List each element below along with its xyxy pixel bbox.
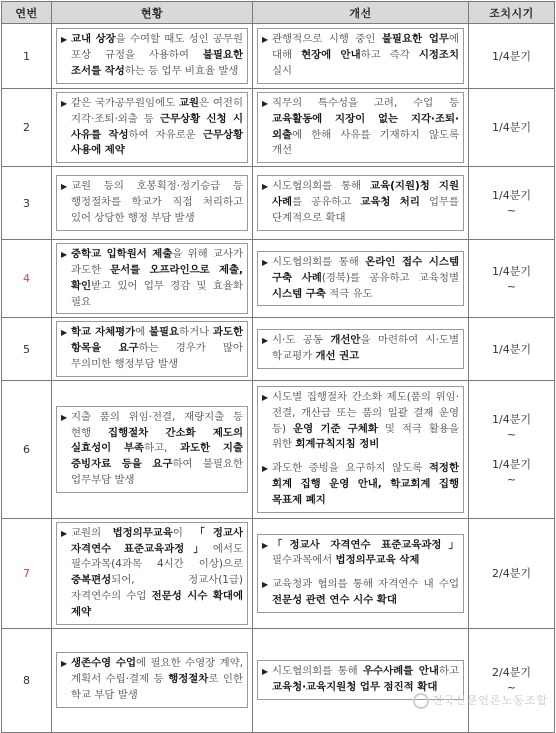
bold-text: 현장에 안내 <box>301 49 361 62</box>
plain-text: 하는 경우가 많아 무의미한 행정부담 발생 <box>71 342 243 370</box>
watermark <box>413 692 548 709</box>
status-bullet-text <box>61 179 243 226</box>
triangle-bullet-icon: ▶ <box>61 659 68 669</box>
table-row <box>2 380 555 518</box>
row-number: 7 <box>2 518 52 628</box>
timing-cell <box>469 518 555 628</box>
triangle-bullet-icon: ▶ <box>262 540 269 550</box>
table-row <box>2 318 555 380</box>
plain-text: 관행적으로 시행 중인 <box>272 33 382 46</box>
plain-text: 시도협의회를 통해 <box>272 180 371 193</box>
timing-text: 1/4분기 <box>492 457 531 471</box>
status-bullet-text <box>61 325 243 372</box>
bold-text: 「정교사 자격연수 표준교육과정」 <box>71 526 243 555</box>
header-improve: 개선 <box>253 2 469 24</box>
improve-bullet-text <box>262 255 459 302</box>
bold-text: 회계규칙지침 정비 <box>295 438 380 451</box>
triangle-bullet-icon: ▶ <box>262 258 269 268</box>
plain-text: (경북)를 공유하고 교육청별 <box>321 271 459 284</box>
triangle-bullet-icon: ▶ <box>61 328 68 338</box>
plain-text: 실시 <box>272 64 293 77</box>
plain-text: 교원의 <box>71 526 113 539</box>
plain-text: 필수과목에서 <box>272 554 336 567</box>
plain-text: 과도한 증빙을 요구하지 않도록 <box>272 462 429 475</box>
plain-text: 적극 유도 <box>325 287 373 300</box>
bold-text: 교육(지원)청 지원 사례 <box>272 180 459 209</box>
improve-cell <box>253 518 469 628</box>
improve-box <box>257 92 464 163</box>
plain-text: 시도협의회를 통해 <box>272 665 363 678</box>
timing-text: ~ <box>506 681 517 695</box>
improve-box <box>257 28 464 83</box>
triangle-bullet-icon: ▶ <box>262 464 269 474</box>
bold-text: 교내 상장 <box>71 33 116 46</box>
improve-cell <box>253 318 469 380</box>
plain-text: 을 마련하여 시·도별 학교평가 <box>272 334 459 363</box>
bold-text: 불필요한 조서를 작성 <box>71 49 243 77</box>
plain-text: 하고 <box>438 665 459 678</box>
plain-text: 에 <box>135 326 149 339</box>
bold-text: 적정한 회계 집행 운영 안내, 학교회계 집행 목표제 폐지 <box>272 462 459 506</box>
plain-text: 하여 불필요한 업무부담 발생 <box>71 458 243 486</box>
triangle-bullet-icon: ▶ <box>61 250 68 260</box>
table-row <box>2 240 555 318</box>
bold-text: 교육청·교육지원청 업무 점진적 확대 <box>272 681 438 694</box>
plain-text: 및 적극 활용을 위한 <box>272 422 459 451</box>
header-timing: 조치시기 <box>469 2 555 24</box>
bold-text: 개선 권고 <box>315 350 360 363</box>
improve-cell <box>253 628 469 732</box>
improve-bullet-text <box>262 461 459 508</box>
bold-text: 교육활동에 지장이 없는 지각·조퇴·외출 <box>272 112 459 141</box>
plain-text: 교원 등의 호봉획정·정기승급 등 행정절차를 학교가 직접 처리하고 있어 상당한 행정 부담 발생 <box>71 180 243 225</box>
header-row <box>2 2 555 24</box>
bold-text: 시스템 구축 <box>272 287 326 300</box>
bold-text: 법정의무교육 삭제 <box>335 554 420 567</box>
status-bullet-text <box>61 410 243 489</box>
table-row <box>2 24 555 89</box>
triangle-bullet-icon: ▶ <box>61 528 68 538</box>
status-cell <box>52 628 253 732</box>
row-number: 2 <box>2 89 52 167</box>
plain-text: 을 수여할 때도 성인 공무원 포상 규정을 사용하여 <box>71 33 243 62</box>
improve-box <box>257 251 464 306</box>
triangle-bullet-icon: ▶ <box>262 580 269 590</box>
improvement-table <box>1 1 555 733</box>
improve-box <box>257 534 464 613</box>
timing-text: ~ <box>506 279 517 293</box>
triangle-bullet-icon: ▶ <box>61 412 68 422</box>
status-bullet-text <box>61 656 243 703</box>
plain-text: 시·도 공동 <box>272 334 331 347</box>
row-number: 3 <box>2 167 52 240</box>
timing-text: 1/4분기 <box>492 264 531 278</box>
triangle-bullet-icon: ▶ <box>61 99 68 108</box>
triangle-bullet-icon: ▶ <box>61 35 68 45</box>
timing-text: 2/4분기 <box>492 666 531 680</box>
plain-text: 시도별 집행절차 간소화 제도(품의 위임·전결, 개산급 또는 품의 일괄 결재 운영 등) <box>272 390 459 435</box>
timing-cell <box>469 628 555 732</box>
plain-text: 업무를 단계적으로 확대 <box>272 196 459 225</box>
bold-text: 온라인 접수 시스템 구축 사례 <box>272 256 459 284</box>
improve-bullet-text <box>262 32 459 79</box>
bold-text: 집행절차 간소화 제도의 실효성이 부족 <box>71 426 243 455</box>
plain-text: 직무의 특수성을 고려, 수업 등 <box>272 97 459 109</box>
bold-text: 우수사례를 안내 <box>363 665 439 678</box>
status-box <box>56 522 248 625</box>
improve-box <box>257 175 464 230</box>
timing-cell <box>469 240 555 318</box>
status-cell <box>52 24 253 89</box>
plain-text: 하고, <box>144 442 180 455</box>
plain-text: 에 대해 <box>272 33 459 62</box>
triangle-bullet-icon: ▶ <box>262 35 269 45</box>
timing-text <box>469 442 554 457</box>
row-number: 6 <box>2 380 52 518</box>
bold-text: 문서를 오프라인으로 제출, 확인 <box>71 263 243 292</box>
triangle-bullet-icon: ▶ <box>262 667 269 677</box>
status-box <box>56 406 248 493</box>
status-cell <box>52 167 253 240</box>
triangle-bullet-icon: ▶ <box>262 99 269 108</box>
bold-text: 근무상황 사용에 제약 <box>71 128 243 157</box>
bold-text: 행정절차 <box>168 673 209 686</box>
bold-text: 불필요 <box>148 326 180 339</box>
improve-bullet-text <box>262 96 459 159</box>
bold-text: 생존수영 수업 <box>71 657 136 670</box>
triangle-bullet-icon: ▶ <box>61 182 68 192</box>
status-box <box>56 652 248 707</box>
plain-text: 하는 등 업무 비효율 발생 <box>124 64 239 77</box>
improve-cell <box>253 24 469 89</box>
table-row <box>2 628 555 732</box>
bold-text: 운영 기준 구체화 <box>293 422 378 435</box>
status-box <box>56 28 248 83</box>
bold-text: 전문성 시수 확대에 제약 <box>71 589 243 618</box>
table-row <box>2 518 555 628</box>
timing-text: ~ <box>506 204 517 218</box>
row-number: 4 <box>2 240 52 318</box>
bold-text: 중복편성 <box>71 574 112 587</box>
plain-text: 를 공유하고 <box>292 196 361 209</box>
status-cell <box>52 518 253 628</box>
timing-text: 1/4분기 <box>492 342 531 356</box>
status-bullet-text <box>61 32 243 79</box>
bold-text: 법정의무교육 <box>112 526 173 539</box>
bold-text: 학교 자체평가 <box>71 326 136 339</box>
plain-text: 하고 즉각 <box>360 49 419 62</box>
improve-cell <box>253 380 469 518</box>
improve-box <box>257 329 464 369</box>
union-logo-icon <box>413 693 429 709</box>
timing-cell <box>469 24 555 89</box>
plain-text: 시도협의회를 통해 <box>272 256 366 269</box>
plain-text: 은 여전히 지각·조퇴·외출 등 <box>71 97 243 125</box>
timing-text: 2/4분기 <box>492 566 531 580</box>
status-cell <box>52 240 253 318</box>
plain-text: 이 <box>172 526 195 539</box>
timing-text: 1/4분기 <box>492 49 531 63</box>
plain-text: 에서도 필수과목(4과목 4시간 이상)으로 <box>71 542 243 571</box>
plain-text: 되어, 정교사(1급) 자격연수의 수업 <box>71 574 243 602</box>
plain-text: 로 인한 학교 부담 발생 <box>71 673 244 701</box>
status-cell <box>52 380 253 518</box>
improve-bullet-text <box>262 390 459 453</box>
timing-cell <box>469 167 555 240</box>
triangle-bullet-icon: ▶ <box>262 182 269 192</box>
improve-cell <box>253 167 469 240</box>
improve-bullet-text <box>262 538 459 570</box>
status-box <box>56 321 248 376</box>
improve-bullet-text <box>262 179 459 226</box>
status-cell <box>52 89 253 167</box>
plain-text: 받고 있어 업무 경감 및 효율화 필요 <box>71 279 243 308</box>
status-cell <box>52 318 253 380</box>
header-status: 현황 <box>52 2 253 24</box>
bold-text: 「정교사 자격연수 표준교육과정」 <box>272 538 459 551</box>
bold-text: 과도한 항목을 요구 <box>71 326 244 355</box>
plain-text: 을 위해 교사가 과도한 <box>71 248 243 276</box>
plain-text: 에 필요한 수영장 계약, 계획서 수립·결제 등 <box>71 657 244 686</box>
bold-text: 교원 <box>178 97 200 109</box>
timing-text: ~ <box>506 472 517 486</box>
table-row <box>2 89 555 167</box>
timing-text: 1/4분기 <box>492 412 531 426</box>
improve-box <box>257 386 464 513</box>
table-row <box>2 167 555 240</box>
improve-cell <box>253 89 469 167</box>
plain-text: 에 한해 사유를 기재하지 않도록 개선 <box>272 128 459 157</box>
plain-text: 같은 국가공무원임에도 <box>71 97 179 109</box>
bold-text: 교육청 처리 <box>360 196 420 209</box>
timing-text: 1/4분기 <box>492 189 531 203</box>
bold-text: 개선안 <box>330 334 361 347</box>
bold-text: 중학교 입학원서 제출 <box>71 248 173 261</box>
status-bullet-text <box>61 526 243 621</box>
plain-text: 교육청과 협의를 통해 자격연수 내 수업 <box>272 578 459 591</box>
status-box <box>56 175 248 230</box>
timing-cell <box>469 89 555 167</box>
bold-text: 전문성 관련 연수 시수 확대 <box>272 593 397 606</box>
improve-bullet-text <box>262 577 459 609</box>
status-bullet-text <box>61 96 243 159</box>
plain-text: 하여 자유로운 <box>128 128 203 141</box>
timing-cell <box>469 318 555 380</box>
timing-text: 1/4분기 <box>492 121 531 135</box>
plain-text: 하거나 <box>179 326 213 339</box>
header-no: 연번 <box>2 2 52 24</box>
status-box <box>56 243 248 314</box>
watermark-text: 전국신문언론노동조합 <box>431 694 548 707</box>
timing-text: ~ <box>506 427 517 441</box>
status-box <box>56 92 248 163</box>
timing-cell <box>469 380 555 518</box>
row-number: 5 <box>2 318 52 380</box>
row-number: 1 <box>2 24 52 89</box>
improve-bullet-text <box>262 333 459 365</box>
improve-cell <box>253 240 469 318</box>
bold-text: 과도한 지출 증빙자료 등을 요구 <box>71 442 243 471</box>
plain-text: 지출 품의 위임·전결, 재량지출 등 현행 <box>71 410 243 439</box>
triangle-bullet-icon: ▶ <box>262 392 269 402</box>
status-bullet-text <box>61 247 243 310</box>
row-number: 8 <box>2 628 52 732</box>
bold-text: 불필요한 업무 <box>381 33 449 46</box>
bold-text: 시정조치 <box>418 49 459 62</box>
bold-text: 근무상황 신청 시 사유를 작성 <box>71 112 243 141</box>
triangle-bullet-icon: ▶ <box>262 336 269 346</box>
